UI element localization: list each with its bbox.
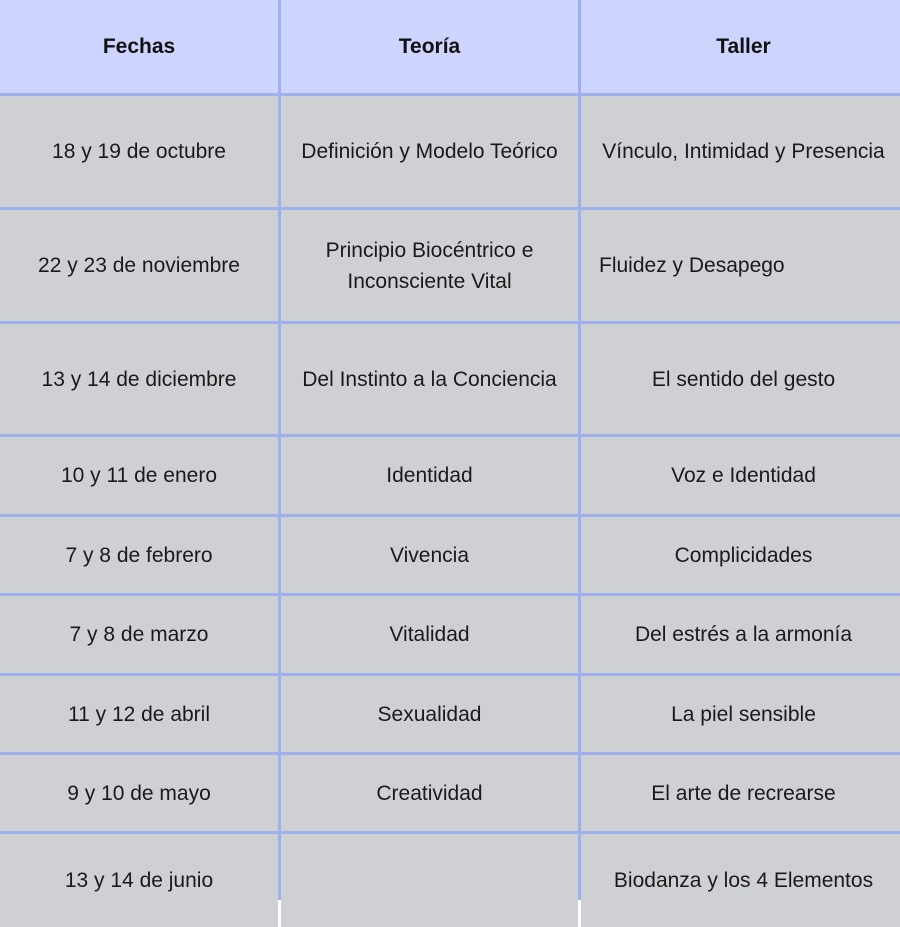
header-fechas: Fechas (0, 0, 278, 93)
row-8-fechas: 9 y 10 de mayo (0, 755, 278, 831)
row-9-teoria (281, 834, 578, 927)
row-7-teoria: Sexualidad (281, 676, 578, 752)
row-5-taller: Complicidades (581, 517, 900, 593)
row-7-taller: La piel sensible (581, 676, 900, 752)
row-9-fechas: 13 y 14 de junio (0, 834, 278, 927)
row-6-taller: Del estrés a la armonía (581, 596, 900, 673)
row-1-taller: Vínculo, Intimidad y Presencia (581, 96, 900, 207)
row-9-taller: Biodanza y los 4 Elementos (581, 834, 900, 927)
row-2-teoria: Principio Biocéntrico e Inconsciente Vital (281, 210, 578, 321)
row-5-fechas: 7 y 8 de febrero (0, 517, 278, 593)
row-8-taller: El arte de recrearse (581, 755, 900, 831)
row-4-fechas: 10 y 11 de enero (0, 437, 278, 514)
row-6-fechas: 7 y 8 de marzo (0, 596, 278, 673)
row-4-teoria: Identidad (281, 437, 578, 514)
row-3-taller: El sentido del gesto (581, 324, 900, 434)
row-6-teoria: Vitalidad (281, 596, 578, 673)
row-1-teoria: Definición y Modelo Teórico (281, 96, 578, 207)
header-taller: Taller (581, 0, 900, 93)
row-7-fechas: 11 y 12 de abril (0, 676, 278, 752)
row-8-teoria: Creatividad (281, 755, 578, 831)
row-4-taller: Voz e Identidad (581, 437, 900, 514)
row-2-fechas: 22 y 23 de noviembre (0, 210, 278, 321)
row-3-teoria: Del Instinto a la Conciencia (281, 324, 578, 434)
header-teoria: Teoría (281, 0, 578, 93)
row-3-fechas: 13 y 14 de diciembre (0, 324, 278, 434)
row-2-taller: Fluidez y Desapego (581, 210, 900, 321)
row-1-fechas: 18 y 19 de octubre (0, 96, 278, 207)
row-5-teoria: Vivencia (281, 517, 578, 593)
